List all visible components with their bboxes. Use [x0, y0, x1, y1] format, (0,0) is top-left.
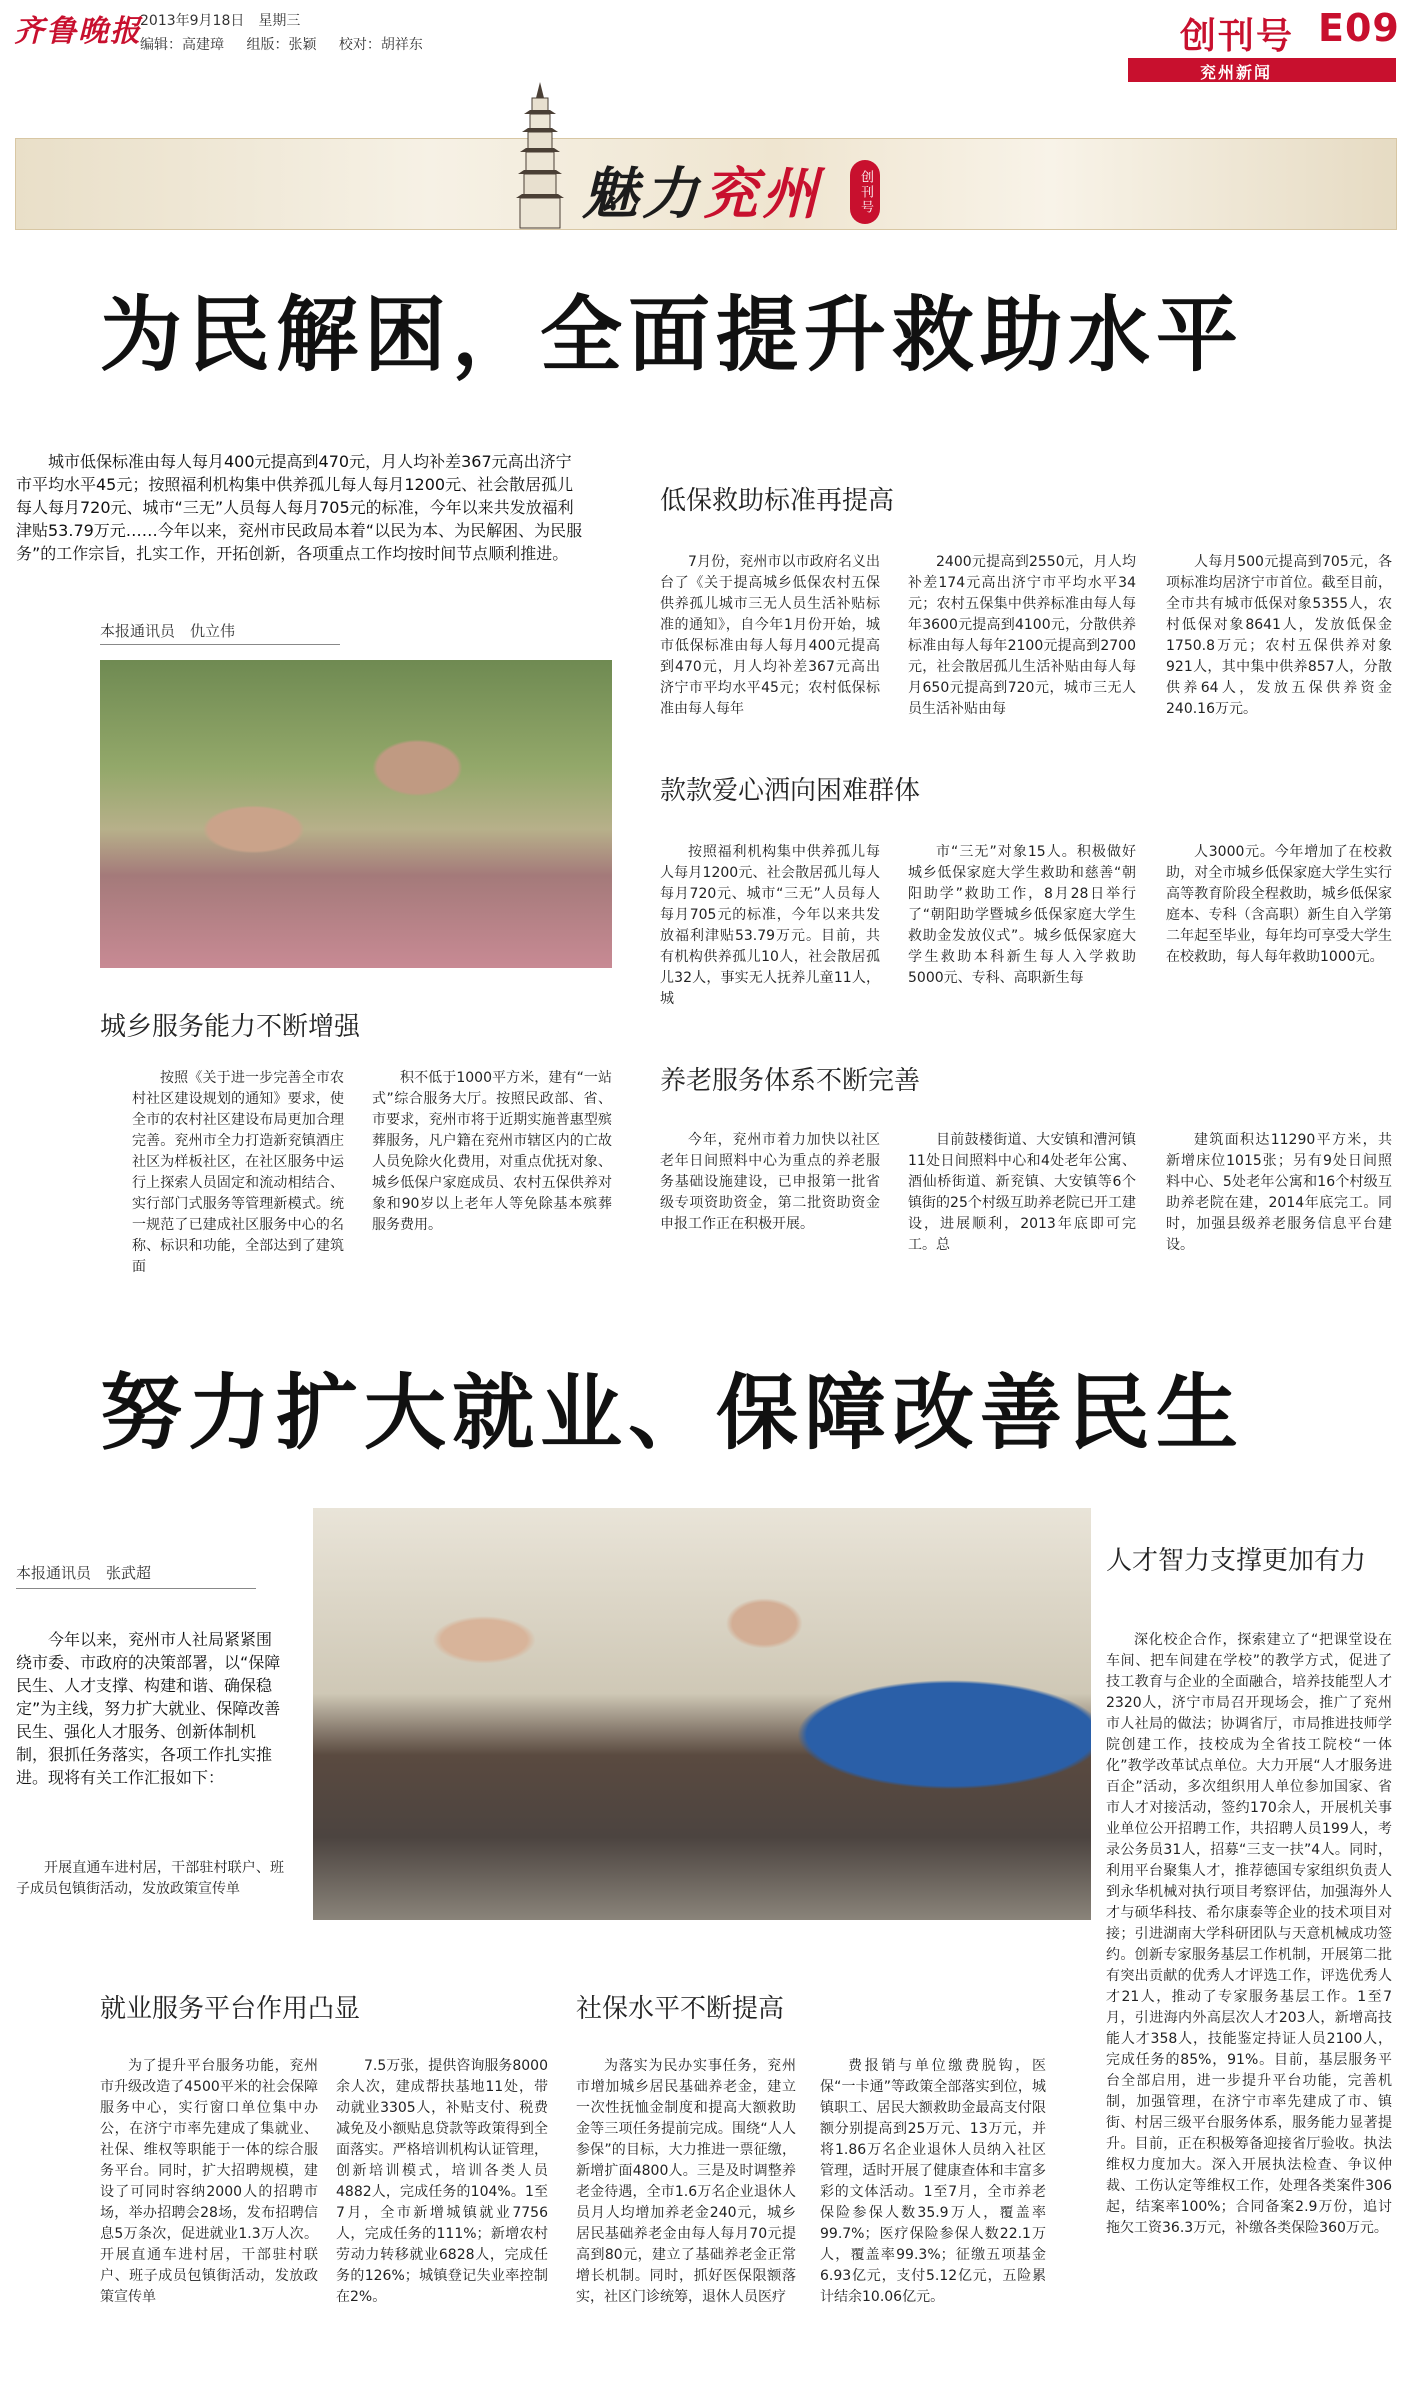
- page-number: E09: [1318, 6, 1400, 50]
- article1-byline: 本报通讯员 仇立伟: [100, 622, 236, 640]
- article2-section3-title: 人才智力支撑更加有力: [1106, 1546, 1367, 1576]
- article1-lead: 城市低保标准由每人每月400元提高到470元，月人均补差367元高出济宁市平均水平45元；按照福利机构集中供养孤儿每人每月1200元、社会散居孤儿每人每月720元、城市“三无”人员每人每月705元的标准，今年以来共发放福利津贴53.79万元……今年以来，兖州市民政局本着“以民为本、为民解困、为民服务”的工作宗旨，扎实工作，开拓创新，各项重点工作均按时间节点顺利推进。: [16, 452, 583, 563]
- article1-section3-col2: 市“三无”对象15人。积极做好城乡低保家庭大学生救助和慈善“朝阳助学”救助工作，8月28日举行了“朝阳助学暨城乡低保家庭大学生救助金发放仪式”。城乡低保家庭大学生救助本科新生每人入学救助5000元、专科、高职新生每: [908, 844, 1136, 986]
- banner-seal: 创刊号: [850, 160, 880, 224]
- byline-rule: [100, 644, 340, 645]
- article1-section1-col1: 按照《关于进一步完善全市农村社区建设规划的通知》要求，使全市的农村社区建设布局更加合理完善。兖州市全力打造新兖镇酒庄社区为样板社区，在社区服务中运行上探索人员固定和流动相结合、实行部门式服务等管理新模式。统一规范了已建成社区服务中心的名称、标识和功能，全部达到了建筑面: [132, 1070, 344, 1275]
- pagoda-icon: [510, 80, 570, 230]
- layout-name: 组版：张颖: [246, 37, 317, 53]
- article2-section2-col1: 为落实为民办实事任务，兖州市增加城乡居民基础养老金，建立一次性抚恤金制度和提高大额救助金等三项任务提前完成。围绕“人人参保”的目标，大力推进一票征缴，新增扩面4800人。三是及时调整养老金待遇，全市1.6万名企业退休人员月人均增加养老金240元，城乡居民基础养老金由每人每月70元提高到80元，建立了基础养老金正常增长机制。同时，抓好医保限额落实，社区门诊统筹，退休人员医疗: [576, 2058, 796, 2305]
- article1-section4-col3: 建筑面积达11290平方米，共新增床位1015张；另有9处日间照料中心、5处老年公寓和16个村级互助养老院在建，2014年底完工。同时，加强县级养老服务信息平台建设。: [1166, 1132, 1392, 1253]
- article1-headline: 为民解困，全面提升救助水平: [100, 288, 1245, 383]
- article1-section3-title: 款款爱心洒向困难群体: [660, 776, 921, 806]
- editor-name: 编辑：高建璋: [140, 37, 224, 53]
- article2-intro-col: 开展直通车进村居，干部驻村联户、班子成员包镇街活动，发放政策宣传单: [16, 1860, 284, 1897]
- officials-inspection-photo: [313, 1508, 1091, 1920]
- newspaper-logo: 齐鲁晚报: [14, 14, 142, 49]
- article1-section3-col3: 人3000元。今年增加了在校救助，对全市城乡低保家庭大学生实行高等教育阶段全程救助，城乡低保家庭本、专科（含高职）新生自入学第二年起至毕业，每年均可享受大学生在校救助，每人每年救助1000元。: [1166, 844, 1392, 965]
- article1-section2-col3: 人每月500元提高到705元，各项标准均居济宁市首位。截至目前，全市共有城市低保对象5355人，农村低保对象8641人，发放低保金1750.8万元；农村五保供养对象921人，其中集中供养857人，分散供养64人，发放五保供养资金240.16万元。: [1166, 554, 1392, 717]
- article1-section2-col2: 2400元提高到2550元，月人均补差174元高出济宁市平均水平34元；农村五保集中供养标准由每人每年3600元提高到4100元，分散供养标准由每人每年2100元提高到2700元，社会散居孤儿生活补贴由每人每月650元提高到720元，城市三无人员生活补贴由每: [908, 554, 1136, 717]
- article1-section1-col2: 积不低于1000平方米，建有“一站式”综合服务大厅。按照民政部、省、市要求，兖州市将于近期实施普惠型殡葬服务，凡户籍在兖州市辖区内的亡故人员免除火化费用，对重点优抚对象、城乡低保户家庭成员、农村五保供养对象和90岁以上老年人等免除基本殡葬服务费用。: [372, 1070, 612, 1233]
- article2-byline: 本报通讯员 张武超: [16, 1564, 152, 1582]
- banner-title-part1: 魅力: [582, 161, 702, 227]
- article1-section4-title: 养老服务体系不断完善: [660, 1066, 921, 1096]
- article1-section2-title: 低保救助标准再提高: [660, 486, 895, 516]
- article2-section1-col2: 7.5万张，提供咨询服务8000余人次，建成帮扶基地11处，带动就业3305人，补贴支付、税费减免及小额贴息贷款等政策得到全面落实。严格培训机构认证管理，创新培训模式，培训各类人员4882人，完成任务的104%。1至7月，全市新增城镇就业7756人，完成任务的111%；新增农村劳动力转移就业6828人，完成任务的126%；城镇登记失业率控制在2%。: [336, 2058, 548, 2305]
- article2-section2-col2: 费报销与单位缴费脱钩，医保“一卡通”等政策全部落实到位，城镇职工、居民大额救助金最高支付限额分别提高到25万元、13万元，并将1.86万名企业退休人员纳入社区管理，适时开展了健康查体和丰富多彩的文体活动。1至7月，全市养老保险参保人数35.9万人，覆盖率99.7%；医疗保险参保人数22.1万人，覆盖率99.3%；征缴五项基金6.93亿元，支付5.12亿元，五险累计结余10.06亿元。: [820, 2058, 1046, 2305]
- elderly-women-photo: [100, 660, 612, 968]
- article2-section1-col1: 为了提升平台服务功能，兖州市升级改造了4500平米的社会保障服务中心，实行窗口单位集中办公，在济宁市率先建成了集就业、社保、维权等职能于一体的综合服务平台。同时，扩大招聘规模，建设了可同时容纳2000人的招聘市场，举办招聘会28场，发布招聘信息5万条次，促进就业1.3万人次。开展直通车进村居，干部驻村联户、班子成员包镇街活动，发放政策宣传单: [100, 2058, 318, 2305]
- article1-section2-col1: 7月份，兖州市以市政府名义出台了《关于提高城乡低保农村五保供养孤儿城市三无人员生活补贴标准的通知》，自今年1月份开始，城市低保标准由每人每月400元提高到470元，月人均补差367元高出济宁市平均水平45元；农村低保标准由每人每年: [660, 554, 880, 717]
- article1-section4-col2: 目前鼓楼街道、大安镇和漕河镇11处日间照料中心和4处老年公寓、酒仙桥街道、新兖镇、大安镇等6个镇街的25个村级互助养老院已开工建设，进展顺利，2013年底即可完工。总: [908, 1132, 1136, 1253]
- article2-headline: 努力扩大就业、保障改善民生: [100, 1366, 1245, 1461]
- article2-section2-title: 社保水平不断提高: [576, 1994, 785, 2024]
- banner-title: [582, 150, 822, 230]
- article2-lead: 今年以来，兖州市人社局紧紧围绕市委、市政府的决策部署，以“保障民生、人才支撑、构建和谐、确保稳定”为主线，努力扩大就业、保障改善民生、强化人才服务、创新体制机制，狠抓任务落实，各项工作扎实推进。现将有关工作汇报如下：: [16, 1630, 281, 1787]
- article2-section1-title: 就业服务平台作用凸显: [100, 1994, 361, 2024]
- article1-section4-col1: 今年，兖州市着力加快以社区老年日间照料中心为重点的养老服务基础设施建设，已申报第一批省级专项资助资金，第二批资助资金申报工作正在积极开展。: [660, 1132, 880, 1232]
- issue-date: 2013年9月18日 星期三: [140, 13, 301, 29]
- banner-title-part2: 兖州: [702, 161, 822, 227]
- proof-name: 校对：胡祥东: [338, 37, 423, 53]
- issue-tag: 创刊号: [1180, 16, 1295, 57]
- section-name: 兖州新闻: [1200, 63, 1273, 82]
- article1-section3-col1: 按照福利机构集中供养孤儿每人每月1200元、社会散居孤儿每人每月720元、城市“三无”人员每人每月705元的标准，今年以来共发放福利津贴53.79万元。目前，共有机构供养孤儿10人，社会散居孤儿32人，事实无人抚养儿童11人，城: [660, 844, 880, 1007]
- editor-credits: [140, 34, 441, 54]
- byline-rule-2: [16, 1588, 256, 1589]
- article2-section3-col: 深化校企合作，探索建立了“把课堂设在车间、把车间建在学校”的教学方式，促进了技工教育与企业的全面融合，培养技能型人才2320人，济宁市局召开现场会，推广了兖州市人社局的做法；协调省厅，市局推进技师学院创建工作，技校成为全省技工院校“一体化”教学改革试点单位。大力开展“人才服务进百企”活动，多次组织用人单位参加国家、省市人才对接活动，签约170余人，开展机关事业单位公开招聘工作，共招聘人员199人，考录公务员31人，招募“三支一扶”4人。同时，利用平台聚集人才，推荐德国专家组织负责人到永华机械对执行项目考察评估，加强海外人才与硕华科技、希尔康泰等企业的技术项目对接；引进湖南大学科研团队与天意机械成功签约。创新专家服务基层工作机制，开展第二批有突出贡献的优秀人才评选工作，评选优秀人才21人，推动了专家服务基层工作。1至7月，引进海内外高层次人才203人，新增高技能人才358人，技能鉴定持证人员2100人，完成任务的85%，91%。目前，基层服务平台全部启用，进一步提升平台功能，完善机制，加强管理，在济宁市率先建成了市、镇街、村居三级平台服务体系，服务能力显著提升。目前，正在积极筹备迎接省厅验收。执法维权力度加大。深入开展执法检查、争议仲裁、工伤认定等维权工作，处理各类案件306起，结案率100%；合同备案2.9万份，追讨拖欠工资36.3万元，补缴各类保险360万元。: [1106, 1632, 1392, 2236]
- article1-section1-title: 城乡服务能力不断增强: [100, 1012, 361, 1042]
